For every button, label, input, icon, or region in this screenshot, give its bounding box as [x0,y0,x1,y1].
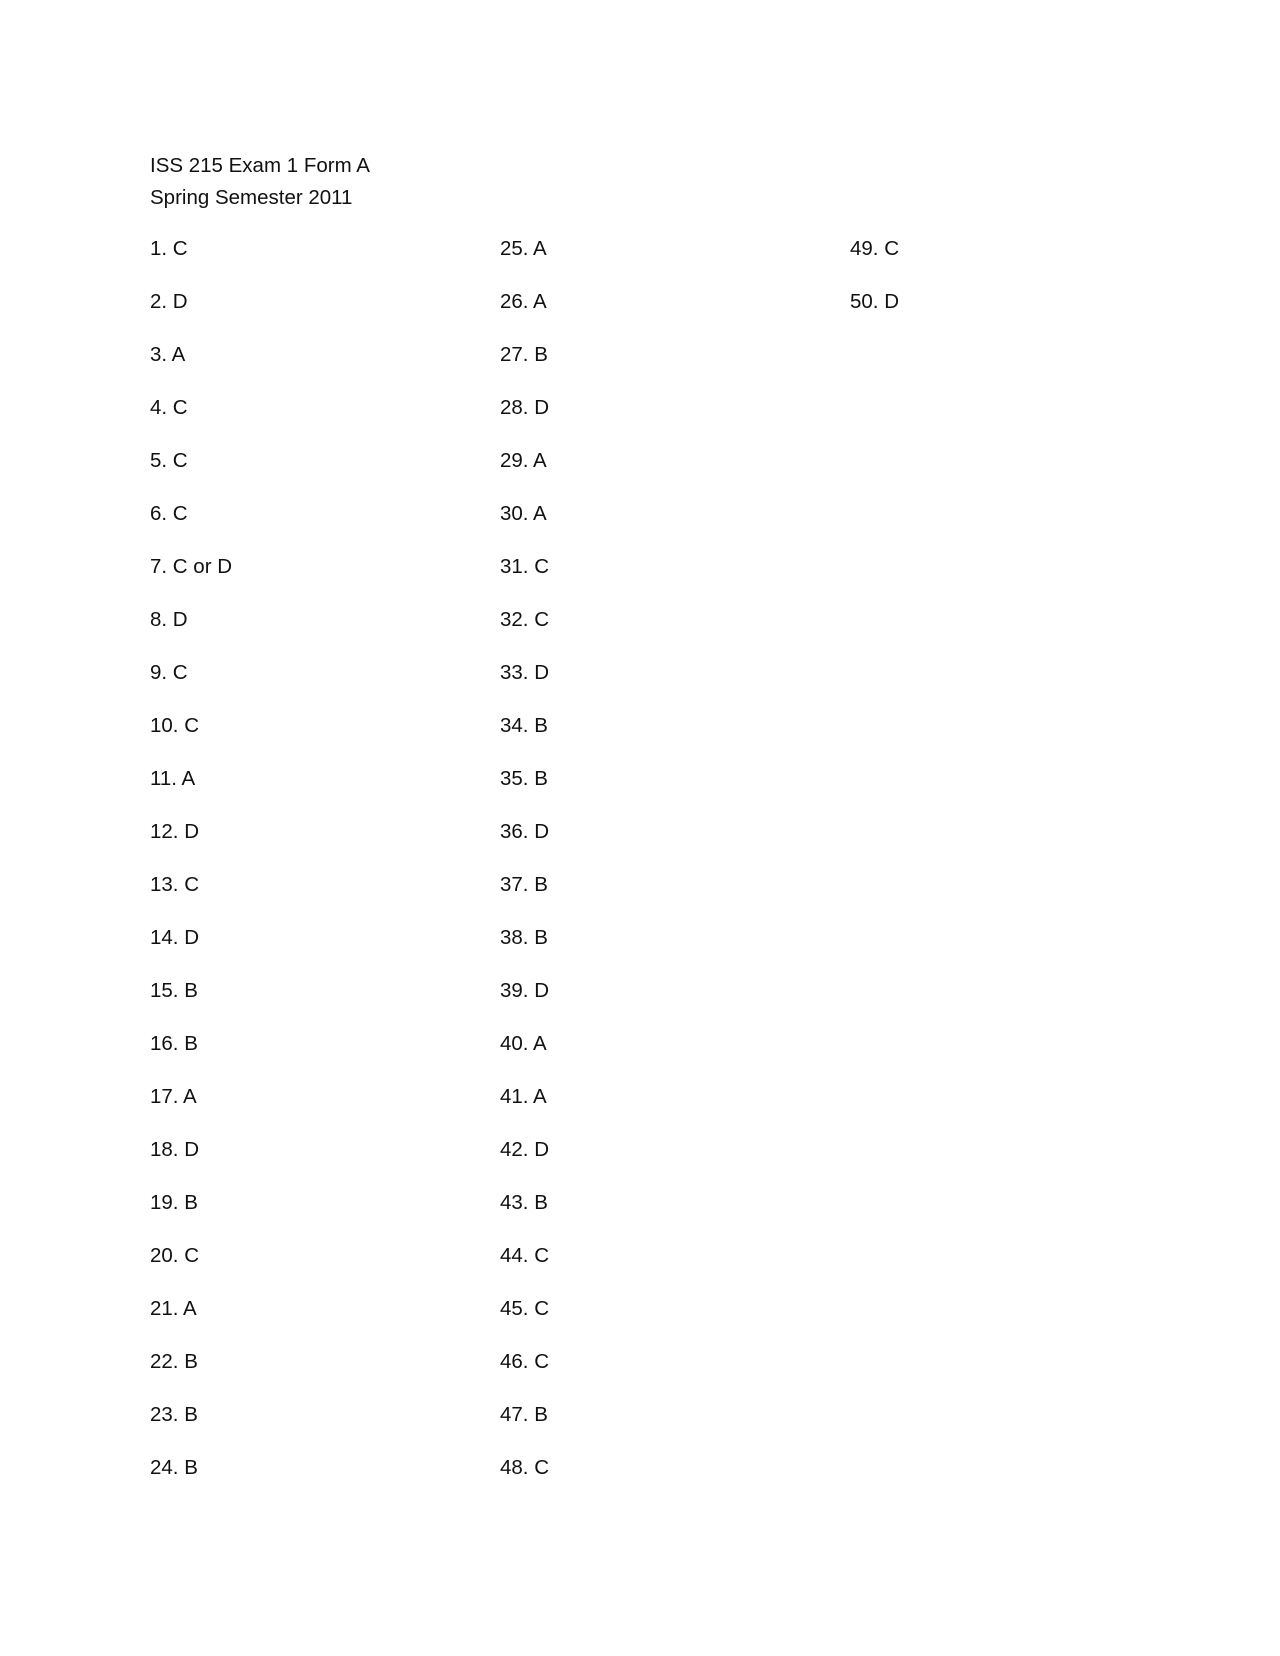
document-title: ISS 215 Exam 1 Form A [150,154,370,177]
answer-item: 15. B [150,979,198,1002]
answer-item: 30. A [500,502,547,525]
answer-item: 41. A [500,1085,547,1108]
answer-item: 33. D [500,661,549,684]
answer-item: 43. B [500,1191,548,1214]
answer-item: 18. D [150,1138,199,1161]
answer-item: 48. C [500,1456,549,1479]
answer-column-2 [500,233,549,1505]
answer-item: 39. D [500,979,549,1002]
answer-item: 14. D [150,926,199,949]
document-header [150,150,370,214]
answer-item: 4. C [150,396,188,419]
answer-item: 29. A [500,449,547,472]
answer-column-1 [150,233,232,1505]
answer-item: 9. C [150,661,188,684]
answer-item: 12. D [150,820,199,843]
answer-item: 2. D [150,290,188,313]
answer-item: 47. B [500,1403,548,1426]
answer-item: 8. D [150,608,188,631]
answer-item: 44. C [500,1244,549,1267]
answer-item: 36. D [500,820,549,843]
answer-item: 19. B [150,1191,198,1214]
answer-item: 37. B [500,873,548,896]
answer-item: 5. C [150,449,188,472]
answer-item: 17. A [150,1085,197,1108]
answer-item: 50. D [850,290,899,313]
answer-item: 45. C [500,1297,549,1320]
answer-item: 49. C [850,237,899,260]
answer-item: 6. C [150,502,188,525]
answer-item: 20. C [150,1244,199,1267]
answer-item: 23. B [150,1403,198,1426]
answer-item: 24. B [150,1456,198,1479]
answer-item: 26. A [500,290,547,313]
answer-item: 27. B [500,343,548,366]
answer-item: 10. C [150,714,199,737]
answer-item: 31. C [500,555,549,578]
answer-item: 34. B [500,714,548,737]
answer-item: 46. C [500,1350,549,1373]
answer-item: 3. A [150,343,186,366]
answer-item: 11. A [150,767,196,790]
answer-item: 42. D [500,1138,549,1161]
answer-item: 16. B [150,1032,198,1055]
answer-item: 35. B [500,767,548,790]
answer-item: 25. A [500,237,547,260]
answer-item: 21. A [150,1297,197,1320]
answer-item: 13. C [150,873,199,896]
answer-item: 1. C [150,237,188,260]
answer-item: 7. C or D [150,555,233,578]
answer-column-3 [850,233,899,339]
answer-item: 38. B [500,926,548,949]
answer-item: 32. C [500,608,549,631]
answer-item: 22. B [150,1350,198,1373]
answer-item: 28. D [500,396,549,419]
answer-item: 40. A [500,1032,547,1055]
document-subtitle: Spring Semester 2011 [150,186,353,209]
